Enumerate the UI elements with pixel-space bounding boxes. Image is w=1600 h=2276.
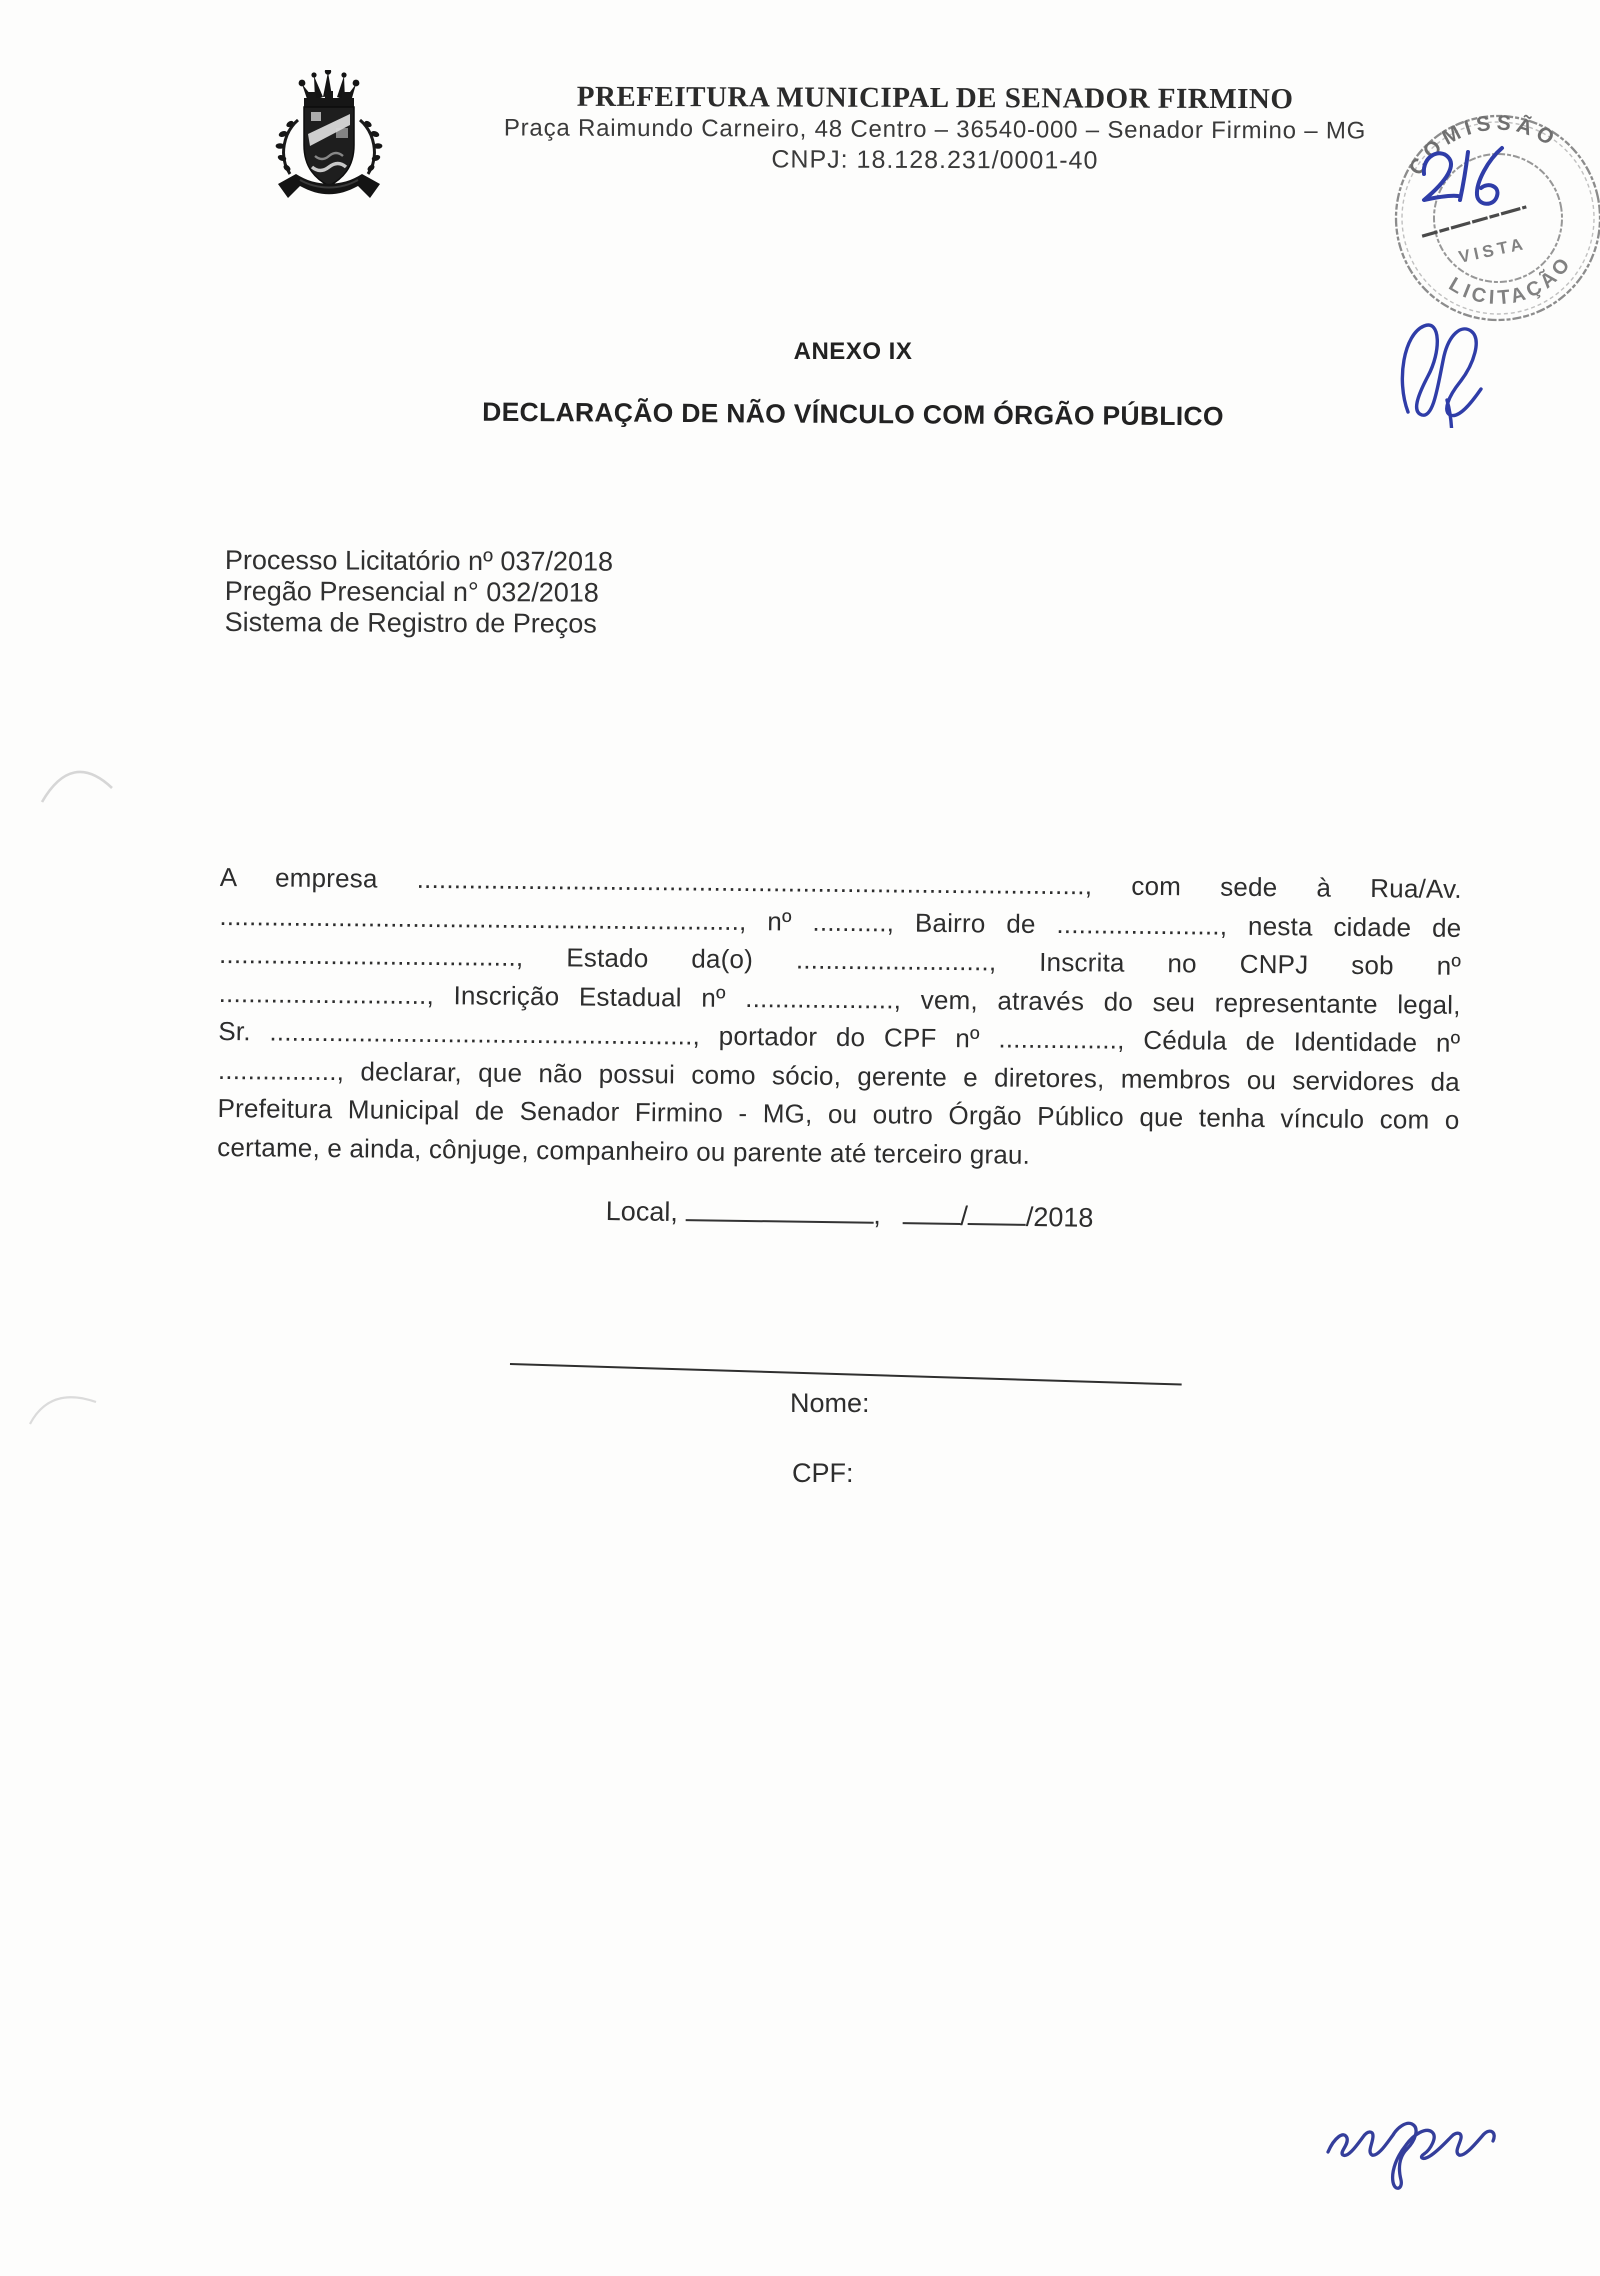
body-paragraph bbox=[217, 858, 1462, 1178]
stamp-middle-label: VISTA bbox=[1456, 233, 1529, 267]
process-info bbox=[225, 545, 614, 640]
registry-system-line: Sistema de Registro de Preços bbox=[224, 606, 597, 639]
body-line: ........................................, Estado da(o) .........................., Inscrita no CNPJ sob nº bbox=[218, 938, 1462, 981]
body-line: Sr. ........................................................., portador do CPF nº ................, Cédula de Identidade nº bbox=[218, 1015, 1461, 1058]
name-label: Nome: bbox=[790, 1388, 870, 1418]
org-name: PREFEITURA MUNICIPAL DE SENADOR FIRMINO bbox=[576, 80, 1294, 116]
stamp-fill-line bbox=[1421, 207, 1528, 236]
org-address: Praça Raimundo Carneiro, 48 Centro – 36540-000 – Senador Firmino – MG bbox=[503, 114, 1367, 145]
comma: , bbox=[873, 1199, 882, 1230]
stamp-bottom-text: LICITAÇÃO bbox=[1444, 251, 1577, 310]
coat-of-arms-logo bbox=[266, 70, 394, 212]
bottom-signature bbox=[1318, 2088, 1508, 2198]
location-blank bbox=[685, 1219, 873, 1224]
body-line: ............................, Inscrição Estadual nº ...................., vem, através do seu representante legal, bbox=[218, 977, 1461, 1020]
body-line: ......................................................................, nº .........., Bairro de ......................, nesta cidade de bbox=[219, 900, 1462, 943]
bottom-signature-icon bbox=[1318, 2088, 1508, 2198]
declaration-title: DECLARAÇÃO DE NÃO VÍNCULO COM ÓRGÃO PÚBLICO bbox=[482, 396, 1224, 432]
body-line: certame, e ainda, cônjuge, companheiro ou parente até terceiro grau. bbox=[217, 1131, 1031, 1170]
cpf-label: CPF: bbox=[792, 1458, 854, 1488]
coat-of-arms-icon bbox=[266, 70, 394, 212]
date-slash: / bbox=[960, 1200, 969, 1232]
local-label: Local, bbox=[605, 1196, 679, 1228]
org-cnpj: CNPJ: 18.128.231/0001-40 bbox=[771, 145, 1099, 175]
body-line: A empresa .........................................................................................., com sede à Rua/Av. bbox=[219, 861, 1462, 904]
month-blank bbox=[968, 1223, 1026, 1226]
scan-artifact-marks bbox=[0, 0, 200, 1500]
year-label: /2018 bbox=[1025, 1201, 1094, 1233]
signature-rule bbox=[510, 1363, 1182, 1386]
round-stamp bbox=[1378, 98, 1600, 428]
process-number-line: Processo Licitatório nº 037/2018 bbox=[224, 545, 614, 577]
day-blank bbox=[902, 1222, 960, 1225]
stamp-top-text: COMISSÃO bbox=[1404, 111, 1563, 180]
stamp-handwritten-number: 216 bbox=[1408, 138, 1410, 139]
document-header bbox=[400, 80, 1470, 178]
pregao-number-line: Pregão Presencial n° 032/2018 bbox=[224, 575, 599, 608]
date-line bbox=[606, 1196, 1094, 1234]
stamp-rings-icon bbox=[1378, 98, 1600, 339]
body-line: ................, declarar, que não possui como sócio, gerente e diretores, membros ou servidores da bbox=[217, 1054, 1461, 1097]
anexo-title: ANEXO IX bbox=[793, 338, 913, 365]
body-line: Prefeitura Municipal de Senador Firmino - MG, ou outro Órgão Público que tenha vínculo com o bbox=[217, 1092, 1460, 1135]
